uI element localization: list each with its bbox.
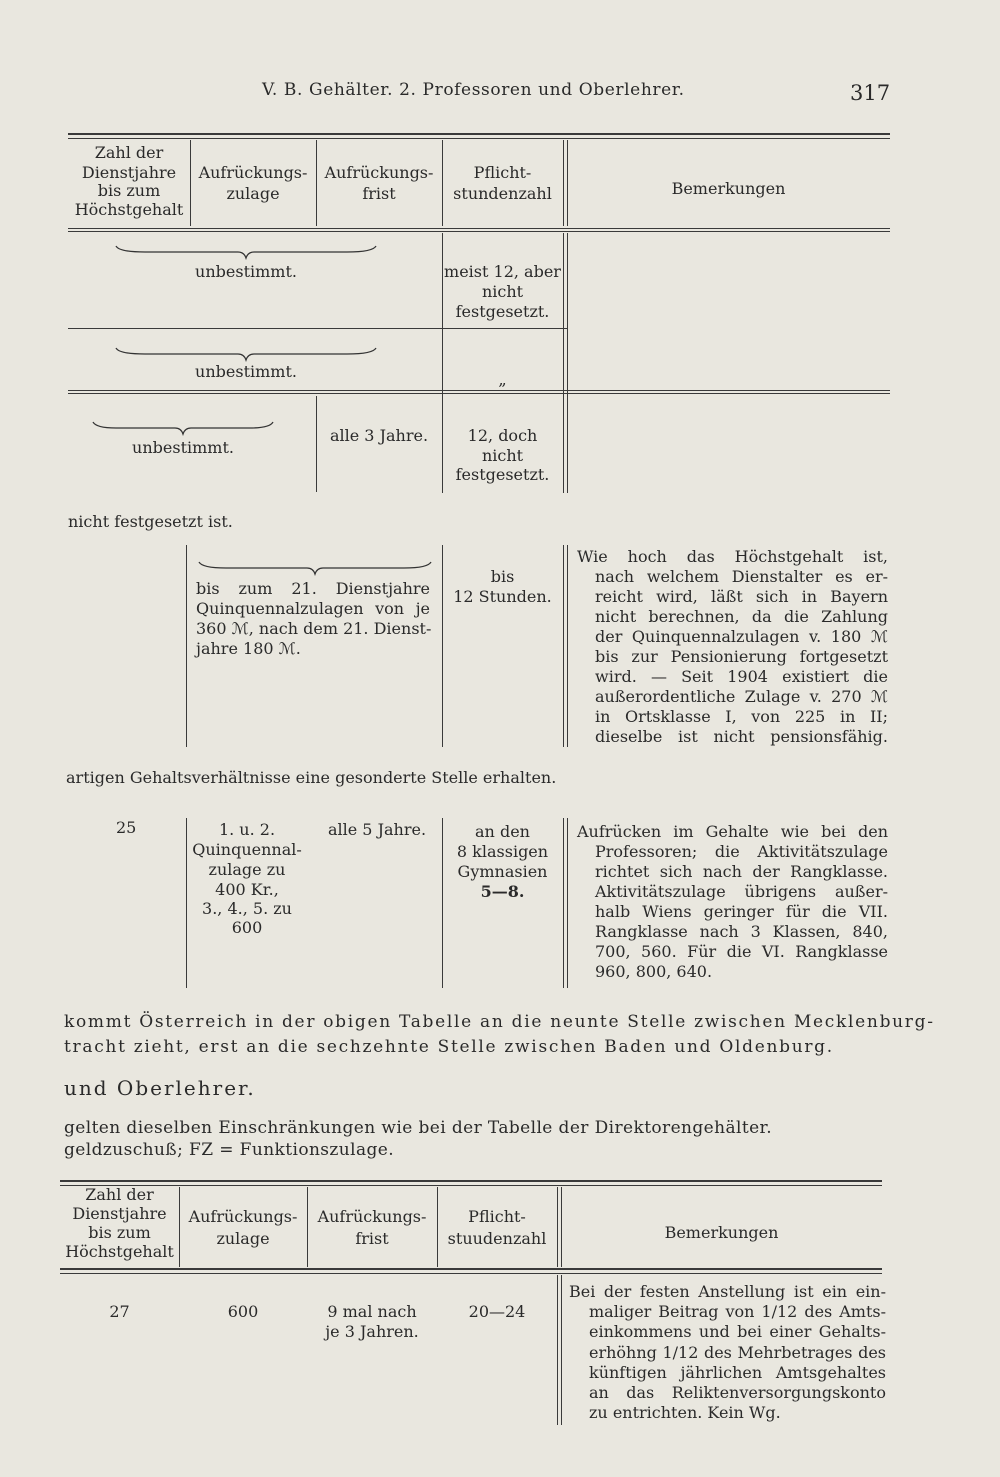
table-2-header-bemerkungen: Bemerkungen <box>664 1223 779 1242</box>
row2-unbestimmt: unbestimmt. <box>195 362 297 381</box>
t2-row1-zulage: 600 <box>227 1302 259 1321</box>
brace-icon <box>115 346 377 362</box>
t2-row1-jahre: 27 <box>109 1302 130 1321</box>
row2-ditto-mark: „ <box>498 370 507 389</box>
page-number: 317 <box>850 81 891 105</box>
note-gehaltsverhaeltnisse: artigen Gehaltsverhältnisse eine gesonderte Stelle erhalten. <box>66 768 557 787</box>
running-head: V. B. Gehälter. 2. Professoren und Oberlehrer. <box>262 80 685 100</box>
row1-unbestimmt: unbestimmt. <box>195 262 297 281</box>
row3-unbestimmt: unbestimmt. <box>132 438 234 457</box>
brace-icon <box>115 244 377 260</box>
section-heading: und Oberlehrer. <box>64 1076 256 1100</box>
note-nicht-festgesetzt: nicht festgesetzt ist. <box>68 512 233 531</box>
row5-jahre: 25 <box>116 818 137 837</box>
brace-icon <box>92 420 274 436</box>
row3-frist: alle 3 Jahre. <box>329 426 429 445</box>
row5-frist: alle 5 Jahre. <box>327 820 427 839</box>
t2-row1-pflicht: 20—24 <box>468 1302 526 1321</box>
brace-icon <box>198 560 432 576</box>
table-1-header-bemerkungen: Bemerkungen <box>671 179 786 198</box>
